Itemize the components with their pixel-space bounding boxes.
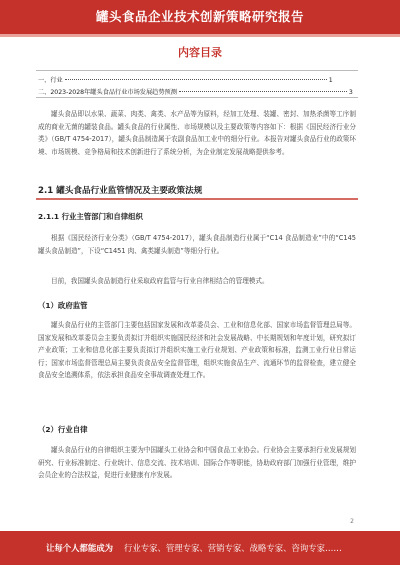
footer-banner [0, 531, 400, 565]
toc-entry-page: 1 [328, 77, 333, 84]
self-regulation-paragraph: 罐头食品行业的自律组织主要为中国罐头工业协会和中国食品工业协会。行业协会主要承担行业发展规划研究、行业标准制定、行业统计、信息交流、技术培训、国际合作等职能，协助政府部门加强行业管理，维护会员企业的合法权益，促进行业健康有序发展。 [38, 446, 356, 479]
page-number: 2 [350, 518, 354, 525]
toc-entry-1[interactable] [38, 75, 354, 84]
footer-brand: 让每个人都能成为 [46, 543, 113, 553]
management-paragraph: 目前，我国罐头食品制造行业采取政府监管与行业自律相结合的管理模式。 [51, 277, 269, 285]
self-regulation-heading: （2）行业自律 [38, 425, 88, 434]
toc-entry-page: 3 [348, 89, 353, 96]
section-heading: 2.1 罐头食品行业监管情况及主要政策法规 [38, 186, 203, 196]
gov-supervision-heading: （1）政府监管 [38, 301, 88, 310]
report-title-banner: 罐头食品企业技术创新策略研究报告 [0, 0, 400, 34]
toc-entry-2[interactable] [38, 87, 354, 96]
subsection-heading: 2.1.1 行业主管部门和自律组织 [38, 212, 143, 221]
toc-divider [36, 70, 358, 71]
section-rule [36, 198, 358, 200]
footer-slogan: 行业专家、管理专家、营销专家、战略专家、咨询专家…… [124, 543, 342, 553]
toc-entry-label: 二、2023-2028年罐头食品行业市场发展趋势预测 [38, 89, 177, 96]
gov-supervision-paragraph: 罐头食品行业的主管部门主要包括国家发展和改革委员会、工业和信息化部、国家市场监督管理总局等。国家发展和改革委员会主要负责拟订并组织实施国民经济和社会发展战略、中长期规划和年度计划，研究拟订产业政策；工业和信息化部主要负责拟订并组织实施工业行业规划、产业政策和标准，监测工业行业日常运行；国家市场监督管理总局主要负责食品安全监督管理，组织实施食品生产、流通环节的监督检查，建立健全食品安全追溯体系，依法承担食品安全事故调查处理工作。 [38, 321, 356, 379]
toc-entry-label: 一、行业 [38, 77, 63, 84]
toc-leader-dots [179, 91, 347, 92]
toc-heading: 内容目录 [178, 46, 222, 59]
toc-leader-dots [65, 79, 327, 80]
toc-divider [36, 97, 358, 98]
intro-paragraph: 罐头食品即以水果、蔬菜、肉类、禽类、水产品等为原料，经加工处理、装罐、密封、加热杀菌等工序制成的商业无菌的罐装食品。罐头食品的行业属性、市场规模以及主要政策等内容如下：根据《国民经济行业分类》（GB/T 4754-2017），罐头食品制造属于农副食品加工业中的细分行业。本报告对罐头食品行业的政策环境、市场规模、竞争格局和技术创新进行了系统分析，为企业制定发展战略提供参考。 [38, 110, 356, 156]
category-paragraph: 根据《国民经济行业分类》（GB/T 4754-2017），罐头食品制造行业属于“C14 食品制造业”中的“C145 罐头食品制造”，下设“C1451 肉、禽类罐头制造”等细分行业。 [38, 234, 356, 255]
